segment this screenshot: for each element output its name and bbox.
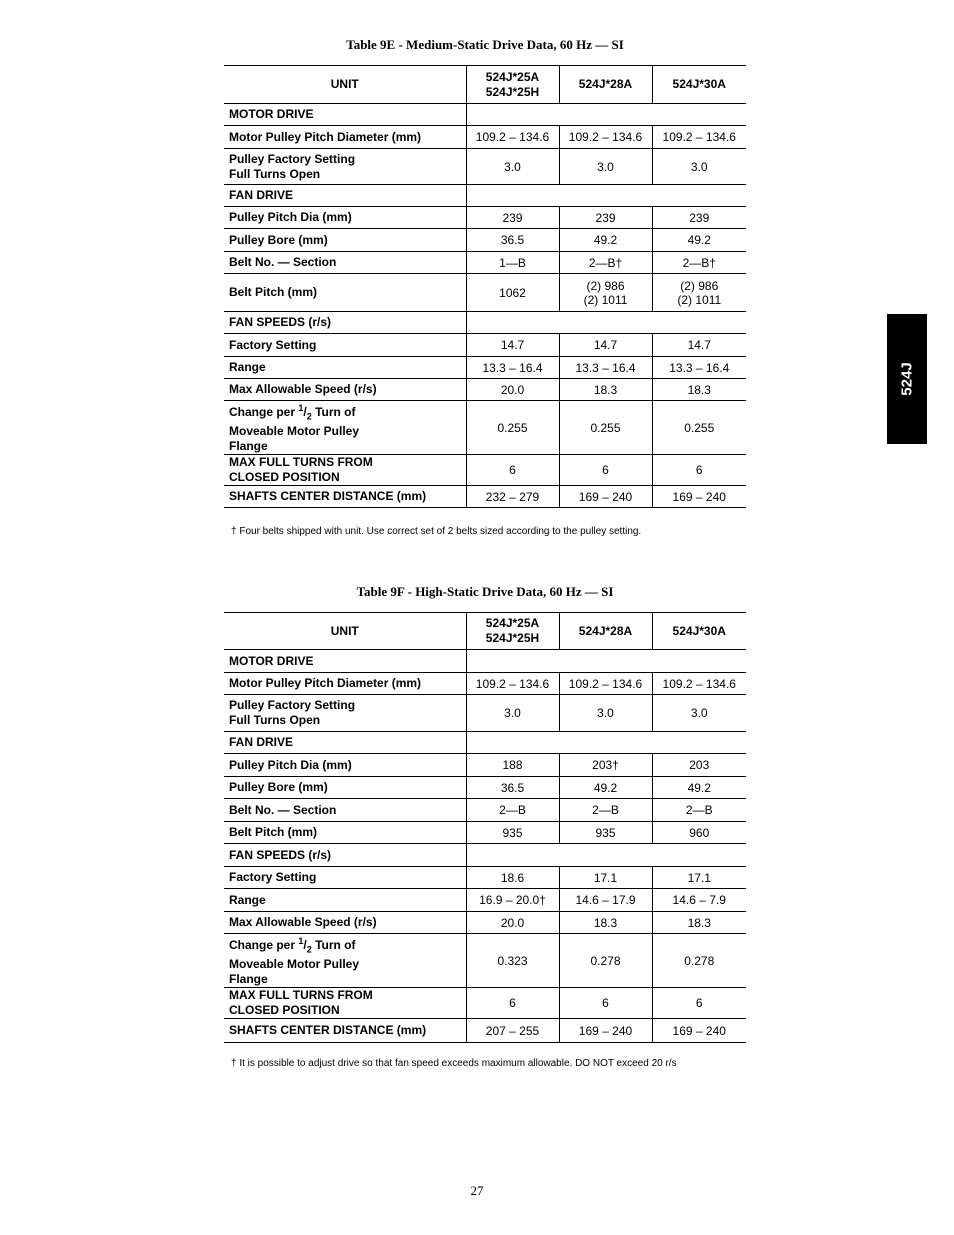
value-cell: 20.0 [466,379,559,401]
value-cell: 49.2 [652,229,746,252]
value-cell: 49.2 [652,777,746,799]
value-cell: 2—B† [652,252,746,274]
table-row [224,455,746,486]
table-row [224,867,746,889]
value-cell: 14.7 [466,334,559,357]
value-cell: 169 – 240 [559,486,652,508]
value-cell: 16.9 – 20.0† [466,889,559,912]
table-row [224,357,746,379]
value-cell: 3.0 [466,149,559,185]
row-label: Motor Pulley Pitch Diameter (mm) [224,673,466,695]
section-spacer-cell [466,650,746,673]
value-cell: 109.2 – 134.6 [559,673,652,695]
section-spacer-cell [466,732,746,754]
value-cell: 13.3 – 16.4 [559,357,652,379]
row-label: Factory Setting [224,334,466,357]
model-header: 524J*28A [559,613,652,650]
row-label: Belt No. — Section [224,252,466,274]
value-cell: 109.2 – 134.6 [652,126,746,149]
section-label: MOTOR DRIVE [224,104,466,126]
value-cell: 14.7 [559,334,652,357]
row-label: SHAFTS CENTER DISTANCE (mm) [224,486,466,508]
value-cell: 3.0 [652,695,746,732]
value-cell: 36.5 [466,777,559,799]
section-spacer-cell [466,844,746,867]
row-label: Pulley Pitch Dia (mm) [224,754,466,777]
value-cell: 2—B [466,799,559,822]
row-label: Pulley Factory Setting Full Turns Open [224,149,466,185]
value-cell: 0.278 [652,934,746,988]
table-row [224,889,746,912]
value-cell: 3.0 [466,695,559,732]
row-label: Motor Pulley Pitch Diameter (mm) [224,126,466,149]
table-row [224,934,746,988]
value-cell: 36.5 [466,229,559,252]
row-label: Pulley Bore (mm) [224,777,466,799]
value-cell: 0.255 [652,401,746,455]
unit-header: UNIT [224,613,466,650]
section-header-row [224,650,746,673]
row-label: Factory Setting [224,867,466,889]
value-cell: 17.1 [652,867,746,889]
section-label: FAN DRIVE [224,185,466,207]
side-tab-label: 524J [898,362,916,396]
value-cell: 239 [652,207,746,229]
row-label: Pulley Bore (mm) [224,229,466,252]
table-row [224,912,746,934]
value-cell: 935 [559,822,652,844]
value-cell: 188 [466,754,559,777]
row-label: Range [224,357,466,379]
row-label: Belt No. — Section [224,799,466,822]
value-cell: 2—B [652,799,746,822]
row-label: MAX FULL TURNS FROM CLOSED POSITION [224,455,466,486]
table-row [224,695,746,732]
value-cell: 169 – 240 [652,1019,746,1043]
section-spacer-cell [466,104,746,126]
table-row [224,822,746,844]
value-cell: 18.3 [652,912,746,934]
value-cell: 18.3 [652,379,746,401]
value-cell: 169 – 240 [652,486,746,508]
value-cell: 0.255 [559,401,652,455]
value-cell: 2—B† [559,252,652,274]
table-9e [224,65,746,508]
section-label: FAN DRIVE [224,732,466,754]
value-cell: 17.1 [559,867,652,889]
table-row [224,229,746,252]
row-label: Pulley Pitch Dia (mm) [224,207,466,229]
table-9e-title: Table 9E - Medium-Static Drive Data, 60 Hz — SI [346,37,624,52]
value-cell: 203 [652,754,746,777]
value-cell: (2) 986 (2) 1011 [559,274,652,312]
row-label: Change per $^1/_2$ Turn of Moveable Motor Pulley Flange [224,934,466,988]
value-cell: 6 [652,988,746,1019]
model-header: 524J*25A 524J*25H [466,613,559,650]
value-cell: 203† [559,754,652,777]
value-cell: 49.2 [559,777,652,799]
value-cell: 109.2 – 134.6 [466,126,559,149]
section-spacer-cell [466,312,746,334]
value-cell: 6 [559,455,652,486]
value-cell: 14.6 – 7.9 [652,889,746,912]
table-row [224,334,746,357]
section-label: FAN SPEEDS (r/s) [224,312,466,334]
model-header: 524J*30A [652,613,746,650]
row-label: Change per $^1/_2$ Turn of Moveable Motor Pulley Flange [224,401,466,455]
table-9e-footnote: † Four belts shipped with unit. Use correct set of 2 belts sized according to the pulley setting. [231,526,642,537]
table-row [224,988,746,1019]
row-label: Max Allowable Speed (r/s) [224,379,466,401]
value-cell: 239 [559,207,652,229]
section-header-row [224,312,746,334]
value-cell: 207 – 255 [466,1019,559,1043]
row-label: Pulley Factory Setting Full Turns Open [224,695,466,732]
value-cell: 0.323 [466,934,559,988]
table-row [224,126,746,149]
row-label: Range [224,889,466,912]
value-cell: 169 – 240 [559,1019,652,1043]
value-cell: 3.0 [652,149,746,185]
value-cell: 3.0 [559,149,652,185]
table-row [224,149,746,185]
table-9f [224,612,746,1043]
page-number: 27 [470,1183,484,1198]
table-row [224,486,746,508]
table-row [224,252,746,274]
value-cell: 6 [466,455,559,486]
value-cell: 3.0 [559,695,652,732]
value-cell: 239 [466,207,559,229]
row-label: SHAFTS CENTER DISTANCE (mm) [224,1019,466,1043]
table-header-row [224,613,746,650]
value-cell: 232 – 279 [466,486,559,508]
value-cell: 0.278 [559,934,652,988]
section-label: MOTOR DRIVE [224,650,466,673]
section-label: FAN SPEEDS (r/s) [224,844,466,867]
table-row [224,799,746,822]
value-cell: 109.2 – 134.6 [652,673,746,695]
table-9f-footnote: † It is possible to adjust drive so that fan speed exceeds maximum allowable. DO NOT exceed 20 r/s [231,1058,677,1069]
row-label: Belt Pitch (mm) [224,822,466,844]
value-cell: 6 [652,455,746,486]
table-row [224,274,746,312]
table-row [224,754,746,777]
value-cell: 14.6 – 17.9 [559,889,652,912]
section-side-tab [887,314,927,444]
value-cell: 20.0 [466,912,559,934]
table-row [224,673,746,695]
row-label: MAX FULL TURNS FROM CLOSED POSITION [224,988,466,1019]
value-cell: 14.7 [652,334,746,357]
table-row [224,1019,746,1043]
table-9f-title: Table 9F - High-Static Drive Data, 60 Hz — SI [356,584,614,599]
row-label: Max Allowable Speed (r/s) [224,912,466,934]
value-cell: 18.6 [466,867,559,889]
model-header: 524J*30A [652,66,746,104]
value-cell: 1—B [466,252,559,274]
model-header: 524J*25A 524J*25H [466,66,559,104]
value-cell: 109.2 – 134.6 [466,673,559,695]
value-cell: 109.2 – 134.6 [559,126,652,149]
value-cell: 6 [559,988,652,1019]
value-cell: 18.3 [559,379,652,401]
row-label: Belt Pitch (mm) [224,274,466,312]
table-row [224,401,746,455]
table-row [224,777,746,799]
table-row [224,379,746,401]
value-cell: 1062 [466,274,559,312]
section-header-row [224,732,746,754]
section-header-row [224,844,746,867]
section-header-row [224,185,746,207]
value-cell: 2—B [559,799,652,822]
table-row [224,207,746,229]
value-cell: 6 [466,988,559,1019]
value-cell: 49.2 [559,229,652,252]
value-cell: (2) 986 (2) 1011 [652,274,746,312]
table-header-row [224,66,746,104]
value-cell: 0.255 [466,401,559,455]
value-cell: 13.3 – 16.4 [652,357,746,379]
value-cell: 935 [466,822,559,844]
section-spacer-cell [466,185,746,207]
model-header: 524J*28A [559,66,652,104]
section-header-row [224,104,746,126]
value-cell: 960 [652,822,746,844]
value-cell: 13.3 – 16.4 [466,357,559,379]
unit-header: UNIT [224,66,466,104]
value-cell: 18.3 [559,912,652,934]
